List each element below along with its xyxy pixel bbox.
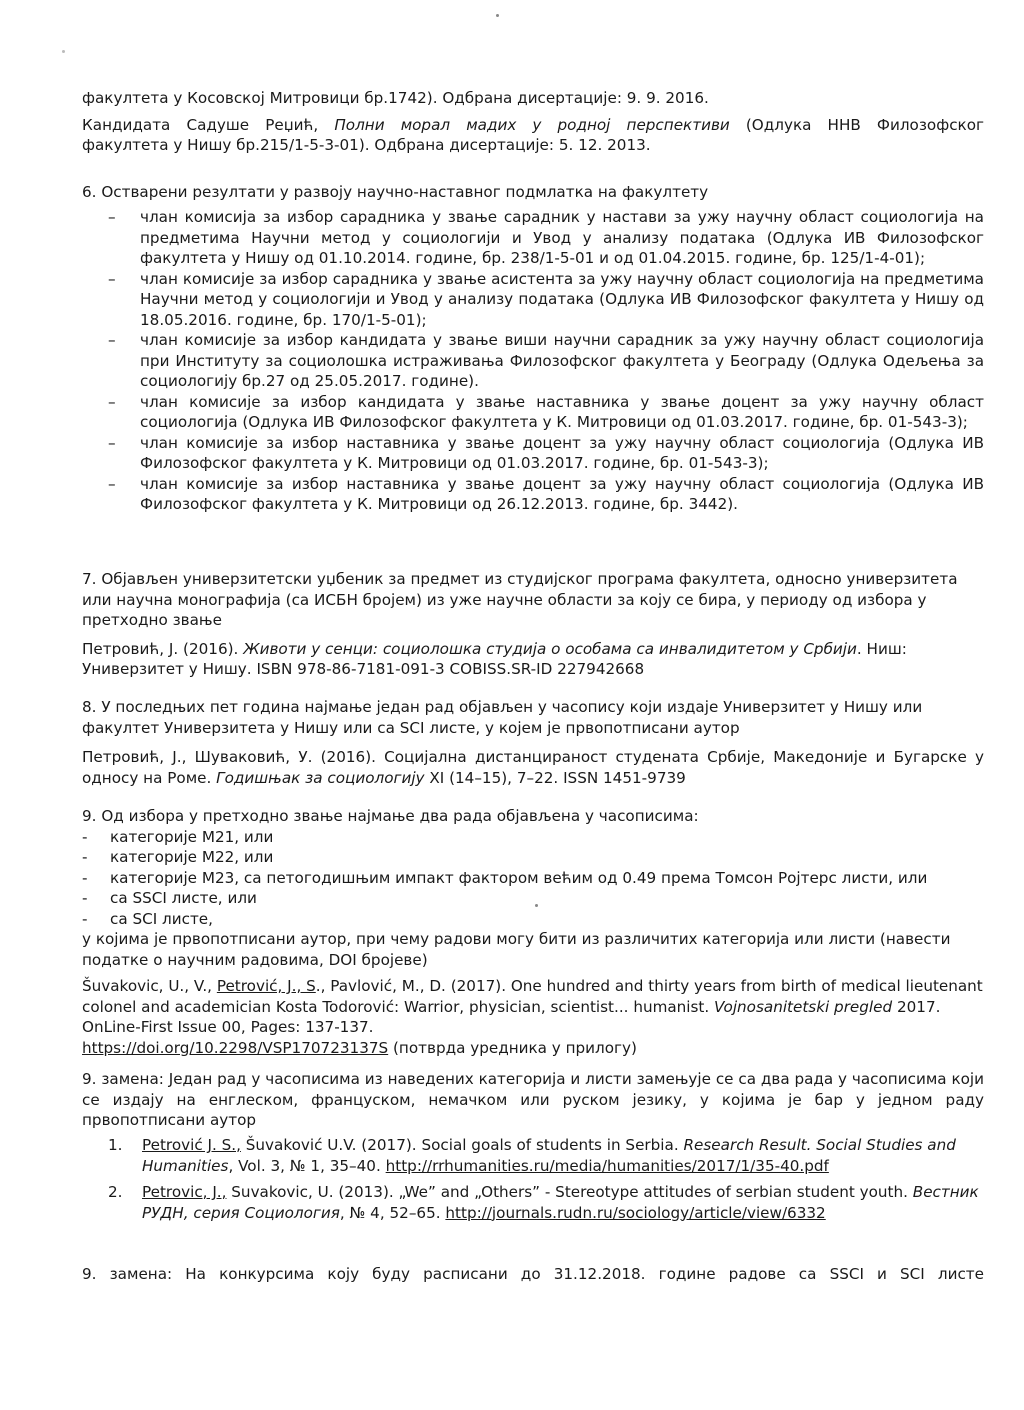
section-6-list <box>108 207 984 515</box>
scan-speck <box>62 50 65 53</box>
replacement-2-heading: 9. замена: На конкурсима коју буду расписани до 31.12.2018. године радове са SSCI и SCI листе <box>82 1265 984 1283</box>
candidate-line: Кандидата Садуше Реџић, Полни морал мадих у родној перспективи (Одлука ННВ Филозофског <box>82 115 984 134</box>
doi-link[interactable]: https://doi.org/10.2298/VSP170723137S <box>82 1038 389 1057</box>
list-item: – члан комисије за избор кандидата у звање виши научни сарадник за ужу научну област социологија при Институту за социолошка истраживања Филозофског факултета у Београду (Одлука Одељења за социологију бр.27 од 25.05.2017. године). <box>108 331 984 390</box>
section-9 <box>82 806 984 1058</box>
list-item: 2. Petrovic, J., Suvakovic, U. (2013). „We” and „Others” - Stereotype attitudes of serbian student youth. Вестник РУДН, серия Социология, № 4, 52–65. http://journals.rudn.ru/sociology/article/view/6332 <box>108 1183 979 1222</box>
list-item: - категорије М22, или <box>82 848 274 866</box>
category-list <box>82 827 984 930</box>
section-7 <box>82 569 984 680</box>
section-8-heading: 8. У последњих пет година најмање један рад објављен у часопису који издаје Универзитет у Нишу или факултет Универзитета у Нишу или са SCI листе, у којем је првопотписани аутор <box>82 698 923 737</box>
intro-paragraph <box>82 88 984 156</box>
list-item: - категорије М21, или <box>82 827 274 846</box>
section-9-replacement-2 <box>82 1264 984 1285</box>
intro-line: факултета у Косовској Митровици бр.1742). Одбрана дисертације: 9. 9. 2016. <box>82 89 709 107</box>
section-6-heading: 6. Остварени резултати у развоју научно-наставног подмлатка на факултету <box>82 183 709 201</box>
list-item: 1. Petrović J. S., Šuvaković U.V. (2017). Social goals of students in Serbia. Research Result. Social Studies and Humanities, Vol. 3, № 1, 35–40. http://rrhumanities.ru/media/humanities/2017/1/35-40.pdf <box>108 1136 956 1175</box>
dissertation-title: Полни морал мадих у родној перспективи <box>334 115 730 134</box>
article-link[interactable]: http://journals.rudn.ru/sociology/article/view/6332 <box>445 1203 826 1222</box>
section-9-note: у којима је првопотписани аутор, при чему радови могу бити из различитих категорија или листи (навести податке о научним радовима, DOI бројеве) <box>82 930 951 969</box>
scan-speck <box>496 14 499 17</box>
journal-reference: Šuvakovic, U., V., Petrović, J., S., Pavlović, M., D. (2017). One hundred and thirty years from birth of medical lieutenant colonel and academician Kosta Todorović: Warrior, physician, scientist... humanist. Vojnosanitetski pregled 2017. OnLine-First Issue 00, Pages: 137-137. https://doi.org/10.2298/VSP170723137S (потврда уредника у прилогу) <box>82 977 983 1057</box>
article-link[interactable]: http://rrhumanities.ru/media/humanities/2017/1/35-40.pdf <box>385 1156 829 1175</box>
section-8 <box>82 697 984 788</box>
section-9-replacement <box>82 1069 984 1131</box>
monograph-reference: Петровић, Ј. (2016). Животи у сенци: социолошка студија о особама са инвалидитетом у Србији. Ниш: Универзитет у Нишу. ISBN 978-86-7181-091-3 COBISS.SR-ID 227942668 <box>82 639 907 678</box>
list-item: – члан комисије за избор наставника у звање доцент за ужу научну област социологија (Одлука ИВ Филозофског факултета у К. Митровици од 26.12.2013. године, бр. 3442). <box>108 474 984 513</box>
replacement-heading: 9. замена: Један рад у часописима из наведених категорија и листи замењује се са два рада у часописима који се издају на енглеском, француском, немачком или руском језику, у којима је бар у једном раду првопотписани аутор <box>82 1070 984 1129</box>
section-7-heading: 7. Објављен универзитетски уџбеник за предмет из студијског програма факултета, односно универзитета или научна монографија (са ИСБН бројем) из уже научне области за коју се бира, у периоду од избора у претходно звање <box>82 570 958 629</box>
list-item: - категорије М23, са петогодишњим импакт фактором већим од 0.49 према Томсон Ројтерс листи, или <box>82 868 928 887</box>
section-9-heading: 9. Од избора у претходно звање најмање два рада објављена у часописима: <box>82 807 699 825</box>
list-item: – члан комисија за избор сарадника у звање сарадник у настави за ужу научну област социологија на предметима Научни метод у социологији и Увод у анализу података (Одлука ИВ Филозофског факултета у Нишу од 01.10.2014. године, бр. 238/1-5-01 и од 01.04.2015. године, бр. 125/1-4-01); <box>108 208 984 267</box>
article-reference: Петровић, Ј., Шуваковић, У. (2016). Социјална дистанцираност студената Србије, Македоније и Бугарске у односу на Роме. Годишњак за социологију XI (14–15), 7–22. ISSN 1451-9739 <box>82 748 984 787</box>
candidate-line-cont: факултета у Нишу бр.215/1-5-3-01). Одбрана дисертације: 5. 12. 2013. <box>82 136 651 154</box>
list-item: – члан комисије за избор сарадника у звање асистента за ужу научну област социологија на предметима Научни метод у социологији и Увод у анализу података (Одлука ИВ Филозофског факултета у Нишу од 18.05.2016. године, бр. 170/1-5-01); <box>108 269 984 329</box>
list-item: – члан комисије за избор кандидата у звање наставника у звање доцент за ужу научну област социологија (Одлука ИВ Филозофског факултета у К. Митровици од 01.03.2017. године, бр. 01-543-3); <box>108 392 984 431</box>
replacement-reference-list <box>108 1135 984 1223</box>
list-item: – члан комисије за избор наставника у звање доцент за ужу научну област социологија (Одлука ИВ Филозофског факултета у К. Митровици од 01.03.2017. године, бр. 01-543-3); <box>108 433 984 472</box>
list-item: - са SSCI листе, или <box>82 889 257 907</box>
list-item: - са SCI листе, <box>82 909 213 928</box>
